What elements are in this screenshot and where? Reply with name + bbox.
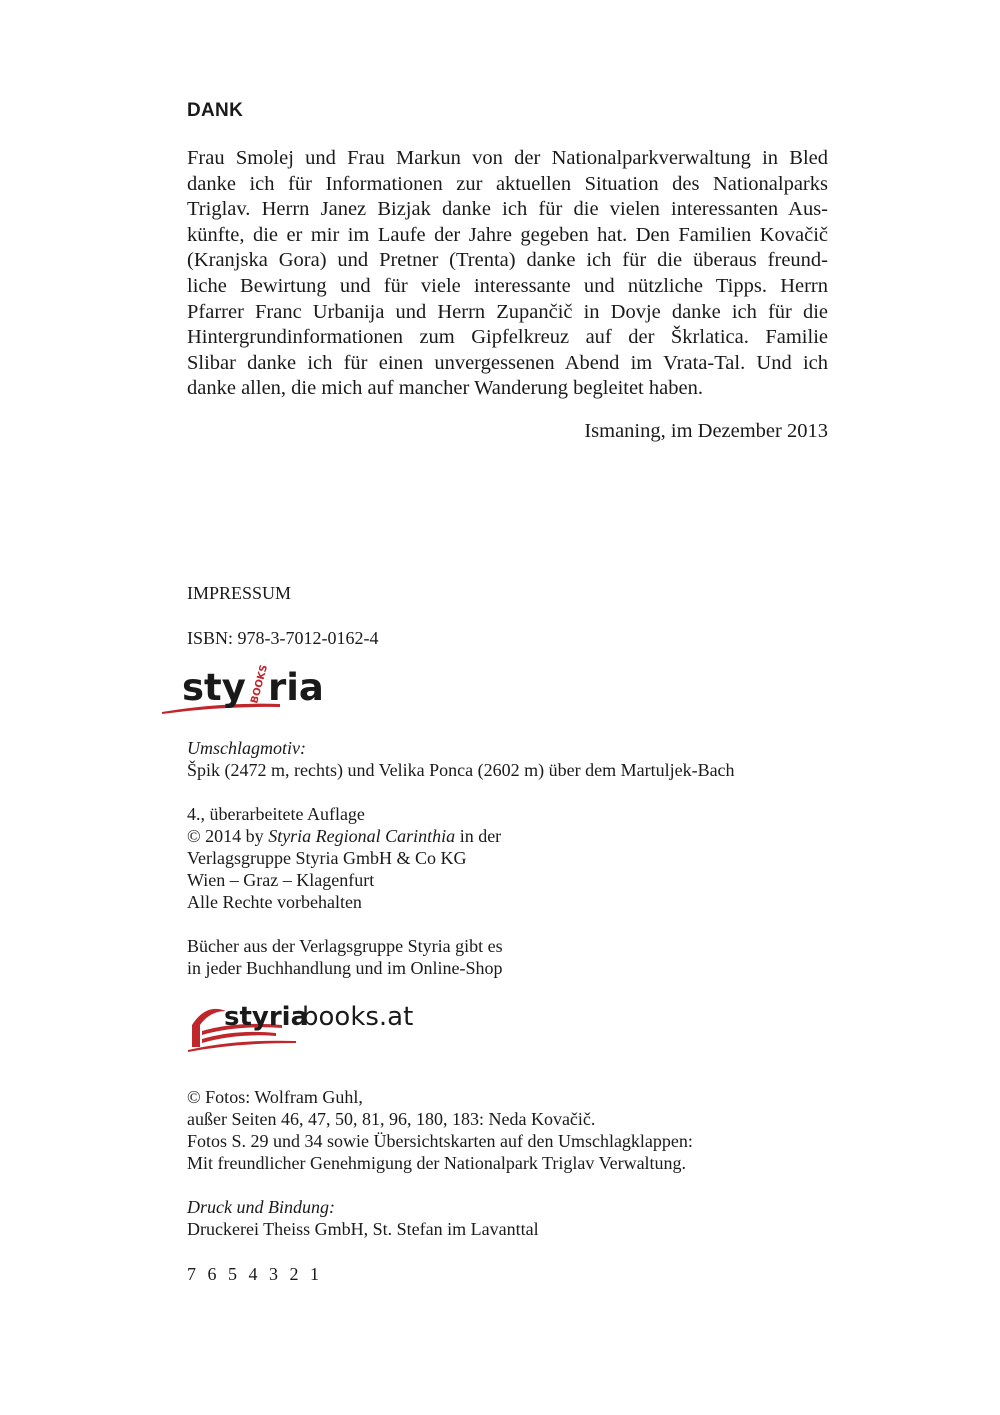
cover-label: Umschlagmotiv: (187, 738, 306, 758)
impressum-heading: IMPRESSUM (187, 583, 292, 603)
dank-line: danke allen, die mich auf mancher Wanderung begleitet haben. (187, 377, 703, 400)
dank-line: liche Bewirtung und für viele interessante und nützliche Tipps. Herrn (187, 274, 828, 297)
signature-place-date: Ismaning, im Dezember 2013 (584, 420, 828, 442)
print-text: Druckerei Theiss GmbH, St. Stefan im Lavanttal (187, 1219, 539, 1239)
copyright-line (187, 826, 501, 848)
photos-credit-4: Mit freundlicher Genehmigung der Nationalpark Triglav Verwaltung. (187, 1153, 687, 1173)
dank-heading: DANK (187, 100, 244, 121)
isbn: ISBN: 978-3-7012-0162-4 (187, 628, 379, 648)
dank-line: Frau Smolej und Frau Markun von der Nationalparkverwaltung in Bled (187, 147, 828, 169)
rights-reserved: Alle Rechte vorbehalten (187, 892, 362, 912)
dank-line: Slibar danke ich für einen unvergessenen Abend im Vrata-Tal. Und ich (187, 351, 828, 374)
dank-paragraph (187, 146, 828, 402)
copyright-prefix: © 2014 by (187, 826, 269, 846)
photos-credit-2: außer Seiten 46, 47, 50, 81, 96, 180, 183: Neda Kovačič. (187, 1109, 596, 1129)
svg-text:styria: styria (224, 1002, 309, 1032)
styria-books-logo (160, 664, 335, 716)
shop-line-1: Bücher aus der Verlagsgruppe Styria gibt es (187, 936, 503, 956)
edition: 4., überarbeitete Auflage (187, 804, 365, 824)
styriabooks-at-logo (186, 995, 414, 1053)
dank-line: künfte, die er mir im Laufe der Jahre gegeben hat. Den Familien Kovačič (187, 223, 828, 246)
print-label: Druck und Bindung: (187, 1197, 335, 1217)
photos-credit-1: © Fotos: Wolfram Guhl, (187, 1087, 363, 1107)
svg-text:sty: sty (182, 666, 246, 709)
copyright-suffix: in der (455, 826, 502, 846)
dank-line: danke ich für Informationen zur aktuellen Situation des Nationalparks (187, 172, 828, 195)
dank-line: Pfarrer Franc Urbanija und Herrn Zupančič in Dovje danke ich für die (187, 300, 828, 323)
photos-credit-3: Fotos S. 29 und 34 sowie Übersichtskarten auf den Umschlagklappen: (187, 1131, 693, 1151)
svg-text:books.at: books.at (302, 1002, 414, 1032)
copyright-publisher: Styria Regional Carinthia (268, 826, 456, 846)
cover-text: Špik (2472 m, rechts) und Velika Ponca (2602 m) über dem Martuljek-Bach (187, 760, 735, 780)
svg-text:BOOKS: BOOKS (249, 663, 271, 705)
printing-numbers: 7 6 5 4 3 2 1 (187, 1264, 323, 1284)
dank-line: (Kranjska Gora) und Pretner (Trenta) danke ich für die überaus freund- (187, 249, 828, 272)
dank-line: Hintergrundinformationen zum Gipfelkreuz auf der Škrlatica. Familie (187, 326, 828, 349)
dank-line: Triglav. Herrn Janez Bizjak danke ich für die vielen interessanten Aus- (187, 198, 828, 221)
shop-line-2: in jeder Buchhandlung und im Online-Shop (187, 958, 503, 978)
publisher-cities: Wien – Graz – Klagenfurt (187, 870, 375, 890)
svg-text:ria: ria (268, 666, 324, 709)
publisher-group: Verlagsgruppe Styria GmbH & Co KG (187, 848, 467, 868)
